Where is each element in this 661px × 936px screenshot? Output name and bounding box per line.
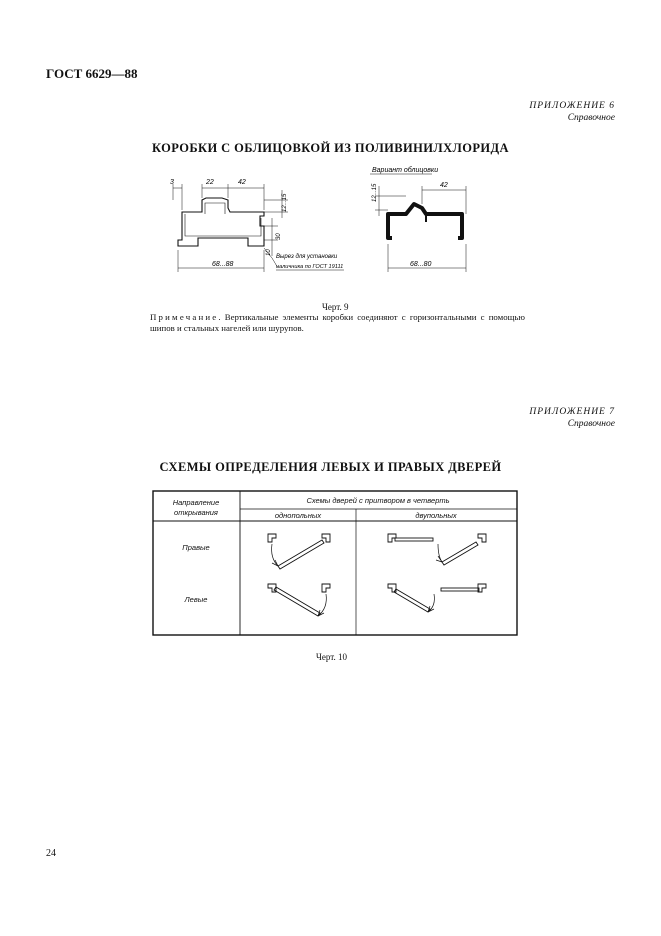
scheme-left-double [388,584,486,612]
left-note-line2: наличника по ГОСТ 19111 [276,264,344,270]
right-dim-12-15: 12...15 [372,183,378,202]
left-dim-3: 3 [170,179,174,186]
appendix-7-title: СХЕМЫ ОПРЕДЕЛЕНИЯ ЛЕВЫХ И ПРАВЫХ ДВЕРЕЙ [159,460,502,474]
door-frame-profile-figure [160,160,500,285]
col-single-leaf: однопольных [274,511,322,520]
note-text: . Вертикальные элементы коробки соединяют с горизонтальными с помощью шипов и стальных нагелей или шурупов. [150,312,525,333]
appendix-6-sub: Справочное [567,113,615,123]
left-dim-10: 10 [266,249,272,256]
left-dim-30: 30 [276,233,282,240]
scheme-right-single [268,534,330,569]
right-dim-width: 68...80 [410,261,432,268]
appendix-7-label: ПРИЛОЖЕНИЕ 7 [529,407,615,417]
left-dim-12-15: 12...15 [282,193,288,212]
row-left-label: Левые [184,595,208,604]
right-variant-label: Вариант облицовки [372,167,439,174]
figure-9-caption: Черт. 9 [322,302,349,312]
appendix-6-label: ПРИЛОЖЕНИЕ 6 [529,101,615,111]
left-dim-22: 22 [206,179,214,186]
col-group-header: Схемы дверей с притвором в четверть [306,496,450,505]
col-direction-line2: открывания [174,508,218,517]
col-direction-line1: Направление [172,498,220,507]
scheme-right-double [388,534,486,565]
figure-10-caption: Черт. 10 [316,652,347,662]
appendix-7-label-block [529,406,615,430]
figure-9-note [150,312,525,334]
col-double-leaf: двупольных [415,511,457,520]
left-frame-dimensions [173,184,288,272]
appendix-6-label-block [529,100,615,124]
right-dim-42: 42 [440,182,448,189]
document-code: ГОСТ 6629—88 [46,66,138,81]
appendix-6-title: КОРОБКИ С ОБЛИЦОВКОЙ ИЗ ПОЛИВИНИЛХЛОРИДА [152,141,509,155]
page-number: 24 [46,848,56,859]
left-note-line1: Вырез для установки [276,254,338,260]
scheme-left-single [268,584,330,616]
row-right-label: Правые [182,543,210,552]
door-schemes-table [152,490,518,636]
left-dim-width: 68...88 [212,261,234,268]
left-dim-42: 42 [238,179,246,186]
note-label: Примечание [150,312,219,322]
appendix-7-sub: Справочное [567,419,615,429]
left-frame-profile [178,198,264,246]
